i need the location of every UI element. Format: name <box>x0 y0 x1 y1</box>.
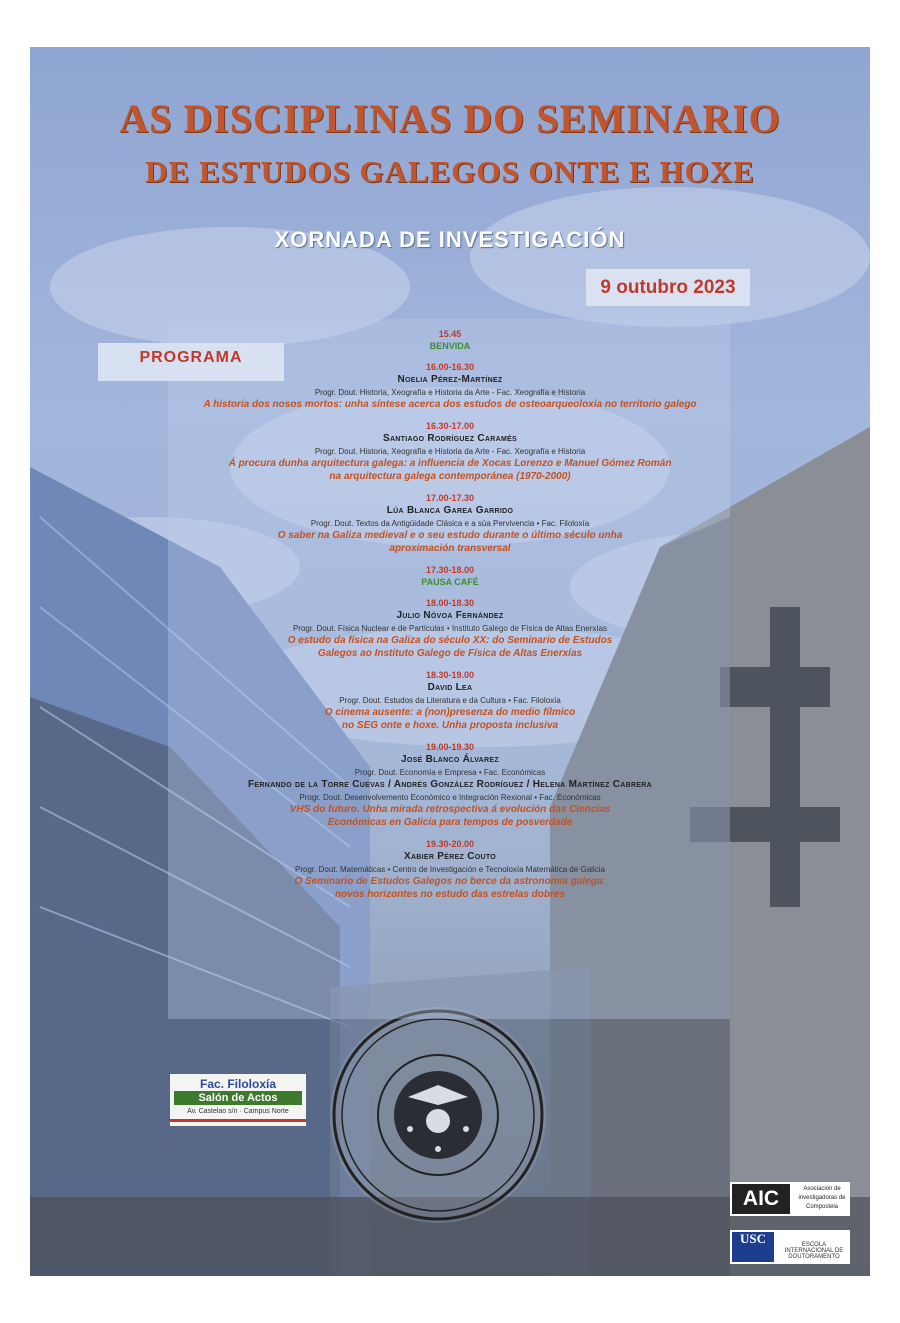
aic-logo <box>730 1182 850 1216</box>
speaker-name: Noelia Pérez-Martínez <box>397 374 503 385</box>
talk-title: O estudo da física na Galiza do século XX: do Seminario de Estudos <box>287 635 613 646</box>
speaker-name: Santiago Rodríguez Caramés <box>382 433 518 444</box>
slot-label: PAUSA CAFÉ <box>421 577 479 587</box>
aic-logo-text: Asociación de investigadoras de Compostela <box>798 1186 846 1210</box>
venue-underline <box>170 1119 306 1122</box>
program-slot <box>160 420 740 483</box>
slot-time: 15.45 <box>438 329 462 339</box>
slot-time: 17.00-17.30 <box>425 493 475 503</box>
slot-time: 19.00-19.30 <box>425 742 475 752</box>
poster-title: AS DISCIPLINAS DO SEMINARIO <box>119 96 781 141</box>
usc-logo-mark: USC <box>732 1232 774 1262</box>
slot-label: BENVIDA <box>429 341 471 351</box>
program-slot <box>160 741 740 829</box>
program-slot <box>160 597 740 660</box>
poster <box>30 47 870 1276</box>
talk-title-cont: na arquitectura galega contemporánea (1970-2000) <box>329 471 571 482</box>
talk-title: O saber na Galiza medieval e o seu estudo durante o último século unha <box>277 530 623 541</box>
talk-title: VHS do futuro. Unha mirada retrospectiva á evolución das Ciencias <box>289 804 611 815</box>
program-label: PROGRAMA <box>98 343 284 381</box>
venue-faculty: Fac. Filoloxía <box>199 1077 277 1091</box>
slot-time: 19.30-20.00 <box>425 839 475 849</box>
aic-logo-mark: AIC <box>732 1184 790 1214</box>
speaker-program: Progr. Dout. Historia, Xeografía e Historia da Arte - Fac. Xeografía e Historia <box>314 447 586 456</box>
talk-title: A historia dos nosos mortos: unha síntese acerca dos estudos de osteoarqueoloxía no territorio galego <box>203 399 697 410</box>
speaker-program: Progr. Dout. Economía e Empresa • Fac. Económicas <box>354 768 546 777</box>
usc-logo-unit: ESCOLA INTERNACIONAL DE DOUTORAMENTO <box>784 1242 844 1260</box>
talk-title-cont: novos horizontes no estudo das estrelas dobres <box>334 889 566 900</box>
event-date: 9 outubro 2023 <box>586 269 750 306</box>
talk-title-cont: aproximación transversal <box>389 543 511 554</box>
talk-title-cont: Económicas en Galicia para tempos de posverdade <box>327 817 573 828</box>
speaker-name: Lúa Blanca Garea Garrido <box>386 505 514 516</box>
speaker-name: Julio Nóvoa Fernández <box>396 610 504 621</box>
speaker-program-group: Progr. Dout. Desenvolvemento Económico e Integración Rexional • Fac. Económicas <box>299 793 601 802</box>
speaker-program: Progr. Dout. Física Nuclear e de Partículas • Instituto Galego de Física de Altas Enerxías <box>292 624 608 633</box>
talk-title-cont: Galegos ao Instituto Galego de Física de Altas Enerxías <box>317 648 583 659</box>
speaker-name: José Blanco Álvarez <box>401 754 499 765</box>
speaker-name: David Lea <box>427 682 473 693</box>
speaker-program: Progr. Dout. Matemáticas • Centro de Investigación e Tecnoloxía Matemática de Galicia <box>295 865 605 874</box>
talk-title-cont: no SEG onte e hoxe. Unha proposta inclusiva <box>341 720 559 731</box>
speaker-name: Xabier Pérez Couto <box>403 851 497 862</box>
speaker-program: Progr. Dout. Textos da Antigüidade Clásica e a súa Pervivencia • Fac. Filoloxía <box>310 519 590 528</box>
slot-time: 18.00-18.30 <box>425 598 475 608</box>
slot-time: 16.00-16.30 <box>425 362 475 372</box>
talk-title: O cinema ausente: a (non)presenza do medio fílmico <box>324 707 576 718</box>
slot-time: 17.30-18.00 <box>425 565 475 575</box>
poster-title-line2: DE ESTUDOS GALEGOS ONTE E HOXE <box>145 154 755 189</box>
slot-time: 18.30-19.00 <box>425 670 475 680</box>
program-slot <box>160 564 740 588</box>
speaker-program: Progr. Dout. Estudos da Literatura e da Cultura • Fac. Filoloxía <box>339 696 561 705</box>
talk-title: O Seminario de Estudos Galegos no berce da astronomía galega: <box>294 876 606 887</box>
speaker-name-group: Fernando de la Torre Cuevas / Andrés González Rodríguez / Helena Martínez Cabrera <box>247 779 653 790</box>
program-list <box>160 328 740 910</box>
program-slot <box>160 361 740 411</box>
talk-title: Á procura dunha arquitectura galega: a influencia de Xocas Lorenzo e Manuel Gómez Román <box>228 458 672 469</box>
program-slot <box>160 669 740 732</box>
venue-room: Salón de Actos <box>174 1091 302 1105</box>
program-slot <box>160 838 740 901</box>
program-slot <box>160 328 740 352</box>
venue-address: Av. Castelao s/n · Campus Norte <box>187 1108 289 1115</box>
program-slot <box>160 492 740 555</box>
slot-time: 16.30-17.00 <box>425 421 475 431</box>
venue-sign <box>170 1074 306 1126</box>
seminario-seal <box>330 1007 546 1223</box>
poster-subtitle: XORNADA DE INVESTIGACIÓN <box>274 227 626 252</box>
usc-logo <box>730 1230 850 1264</box>
speaker-program: Progr. Dout. Historia, Xeografía e Historia da Arte - Fac. Xeografía e Historia <box>314 388 586 397</box>
